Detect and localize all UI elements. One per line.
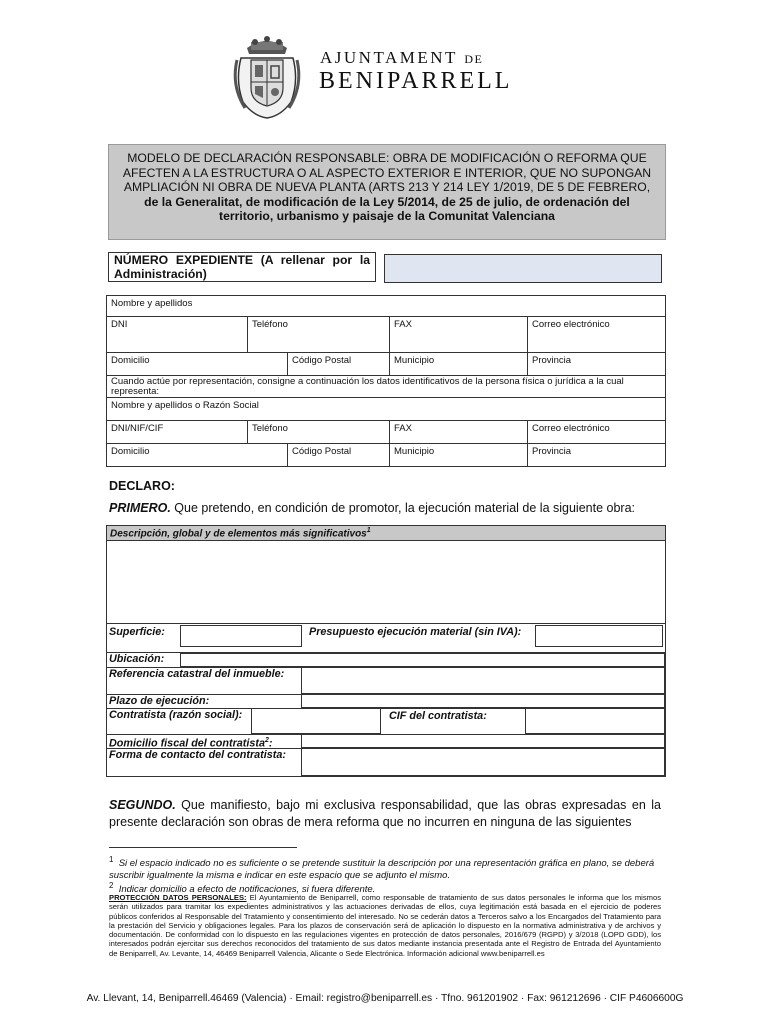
representative-correo-field[interactable]: Correo electrónico: [527, 421, 665, 443]
declaro-heading: DECLARO:: [109, 479, 175, 493]
referencia-catastral-label: Referencia catastral del inmueble:: [109, 668, 285, 680]
ubicacion-label: Ubicación:: [109, 653, 165, 665]
presupuesto-input[interactable]: [535, 625, 663, 647]
primero-paragraph: PRIMERO. Que pretendo, en condición de promotor, la ejecución material de la siguiente obra:: [109, 501, 635, 515]
representative-municipio-field[interactable]: Municipio: [389, 444, 527, 466]
applicant-table: [106, 295, 666, 398]
representative-table: [106, 397, 666, 467]
contratista-label: Contratista (razón social):: [109, 709, 243, 721]
document-title: MODELO DE DECLARACIÓN RESPONSABLE: OBRA DE MODIFICACIÓN O REFORMA QUE AFECTEN A LA ESTRUCTURA O AL ASPECTO EXTERIOR E INTERIOR, QUE NO SUPONGAN AMPLIACIÓN NI OBRA DE NUEVA PLANTA (ARTS 213 Y 214 LEY 1/2019, DE 5 DE FEBRERO, de la Generalitat, de modificación de la Ley 5/2014, de 25 de julio, de ordenación del territorio, urbanismo y paisaje de la Comunitat Valenciana: [108, 144, 666, 240]
plazo-input[interactable]: [301, 694, 665, 708]
obra-description-header: Descripción, global y de elementos más significativos$^1$: [107, 526, 665, 541]
referencia-catastral-input[interactable]: [301, 667, 665, 694]
applicant-cp-field[interactable]: Código Postal: [287, 353, 389, 375]
superficie-input[interactable]: [180, 625, 302, 647]
applicant-nombre-field[interactable]: Nombre y apellidos: [111, 298, 193, 309]
superficie-label: Superficie:: [109, 626, 165, 638]
applicant-fax-field[interactable]: FAX: [389, 317, 527, 352]
footnote-2: $^2$ Indicar domicilio a efecto de notificaciones, si fuera diferente.: [109, 881, 376, 896]
coat-of-arms-icon: [233, 36, 301, 120]
cif-input[interactable]: [525, 708, 665, 734]
expediente-input[interactable]: [384, 254, 662, 283]
forma-contacto-label: Forma de contacto del contratista:: [109, 749, 286, 761]
footnote-1: $^1$ Si el espacio indicado no es suficiente o se pretende sustituir la descripción por una representación gráfica en plano, se deberá suscribir igualmente la misma e indicar en este espacio que se adjunto el mismo.: [109, 855, 655, 881]
representative-cp-field[interactable]: Código Postal: [287, 444, 389, 466]
cif-label: CIF del contratista:: [389, 710, 487, 722]
presupuesto-label: Presupuesto ejecución material (sin IVA):: [309, 626, 522, 638]
segundo-paragraph: SEGUNDO. Que manifiesto, bajo mi exclusiva responsabilidad, que las obras expresadas en la presente declaración son obras de mera reforma que no incurren en ninguna de las siguientes: [109, 798, 661, 829]
obra-description-input[interactable]: [107, 541, 665, 623]
representative-nombre-field[interactable]: Nombre y apellidos o Razón Social: [111, 400, 259, 411]
representative-fax-field[interactable]: FAX: [389, 421, 527, 443]
plazo-label: Plazo de ejecución:: [109, 695, 210, 707]
forma-contacto-input[interactable]: [301, 748, 665, 776]
applicant-domicilio-field[interactable]: Domicilio: [111, 355, 150, 366]
brand-line-2: BENIPARRELL: [319, 68, 513, 94]
page-footer: Av. Llevant, 14, Beniparrell.46469 (Valencia) · Email: registro@beniparrell.es · Tfno. 961201902 · Fax: 961212696 · CIF P4606600G: [86, 993, 684, 1004]
applicant-correo-field[interactable]: Correo electrónico: [527, 317, 665, 352]
domicilio-fiscal-label: Domicilio fiscal del contratista$^2$:: [109, 737, 273, 750]
brand-line-1: AJUNTAMENT DE: [320, 48, 484, 67]
applicant-telefono-field[interactable]: Teléfono: [247, 317, 389, 352]
footnote-divider: [109, 847, 297, 848]
representative-note: Cuando actúe por representación, consigne a continuación los datos identificativos de la persona física o jurídica a la cual representa:: [111, 376, 624, 397]
applicant-provincia-field[interactable]: Provincia: [527, 353, 665, 375]
privacy-notice: PROTECCIÓN DATOS PERSONALES: El Ayuntamiento de Beniparrell, como responsable de tratamiento de sus datos personales le informa que los mismos serán utilizados para tramitar los expedientes administrativos y las actuaciones derivadas de ellos, cuya legitimación está basada en el ejercicio de poderes públicos conferidos al Responsable del Tratamiento y consentimiento del interesado. No se cederán datos a Terceros salvo a los Encargados del Tratamiento para la prestación del Servicio y obligaciones legales. Para los plazos de conservación será de aplicación lo dispuesto en la normativa administrativa y de archivos y documentación. De conformidad con lo dispuesto en las regulaciones vigentes en protección de datos personales, 2016/679 (RGPD) y 3/2018 (LOPD GDD), los interesados podrán ejercitar sus derechos reconocidos del tratamiento de sus datos mediante instancia presentada ante el Registro de Entrada del Ayuntamiento de Beniparrell, Av. Levante, 14, 46469 Beniparrell Valencia, Alicante o Sede Electrónica. Información adicional www.beniparrell.es: [109, 893, 662, 958]
applicant-municipio-field[interactable]: Municipio: [389, 353, 527, 375]
contratista-input[interactable]: [251, 708, 381, 734]
domicilio-fiscal-input[interactable]: [301, 734, 665, 748]
obra-table: [106, 525, 666, 777]
representative-domicilio-field[interactable]: Domicilio: [111, 446, 150, 457]
representative-telefono-field[interactable]: Teléfono: [247, 421, 389, 443]
representative-provincia-field[interactable]: Provincia: [527, 444, 665, 466]
ubicacion-input[interactable]: [180, 653, 665, 667]
expediente-label: NÚMERO EXPEDIENTE (A rellenar por la Administración): [108, 252, 376, 282]
representative-dni-field[interactable]: DNI/NIF/CIF: [111, 423, 164, 434]
applicant-dni-field[interactable]: DNI: [111, 319, 128, 330]
